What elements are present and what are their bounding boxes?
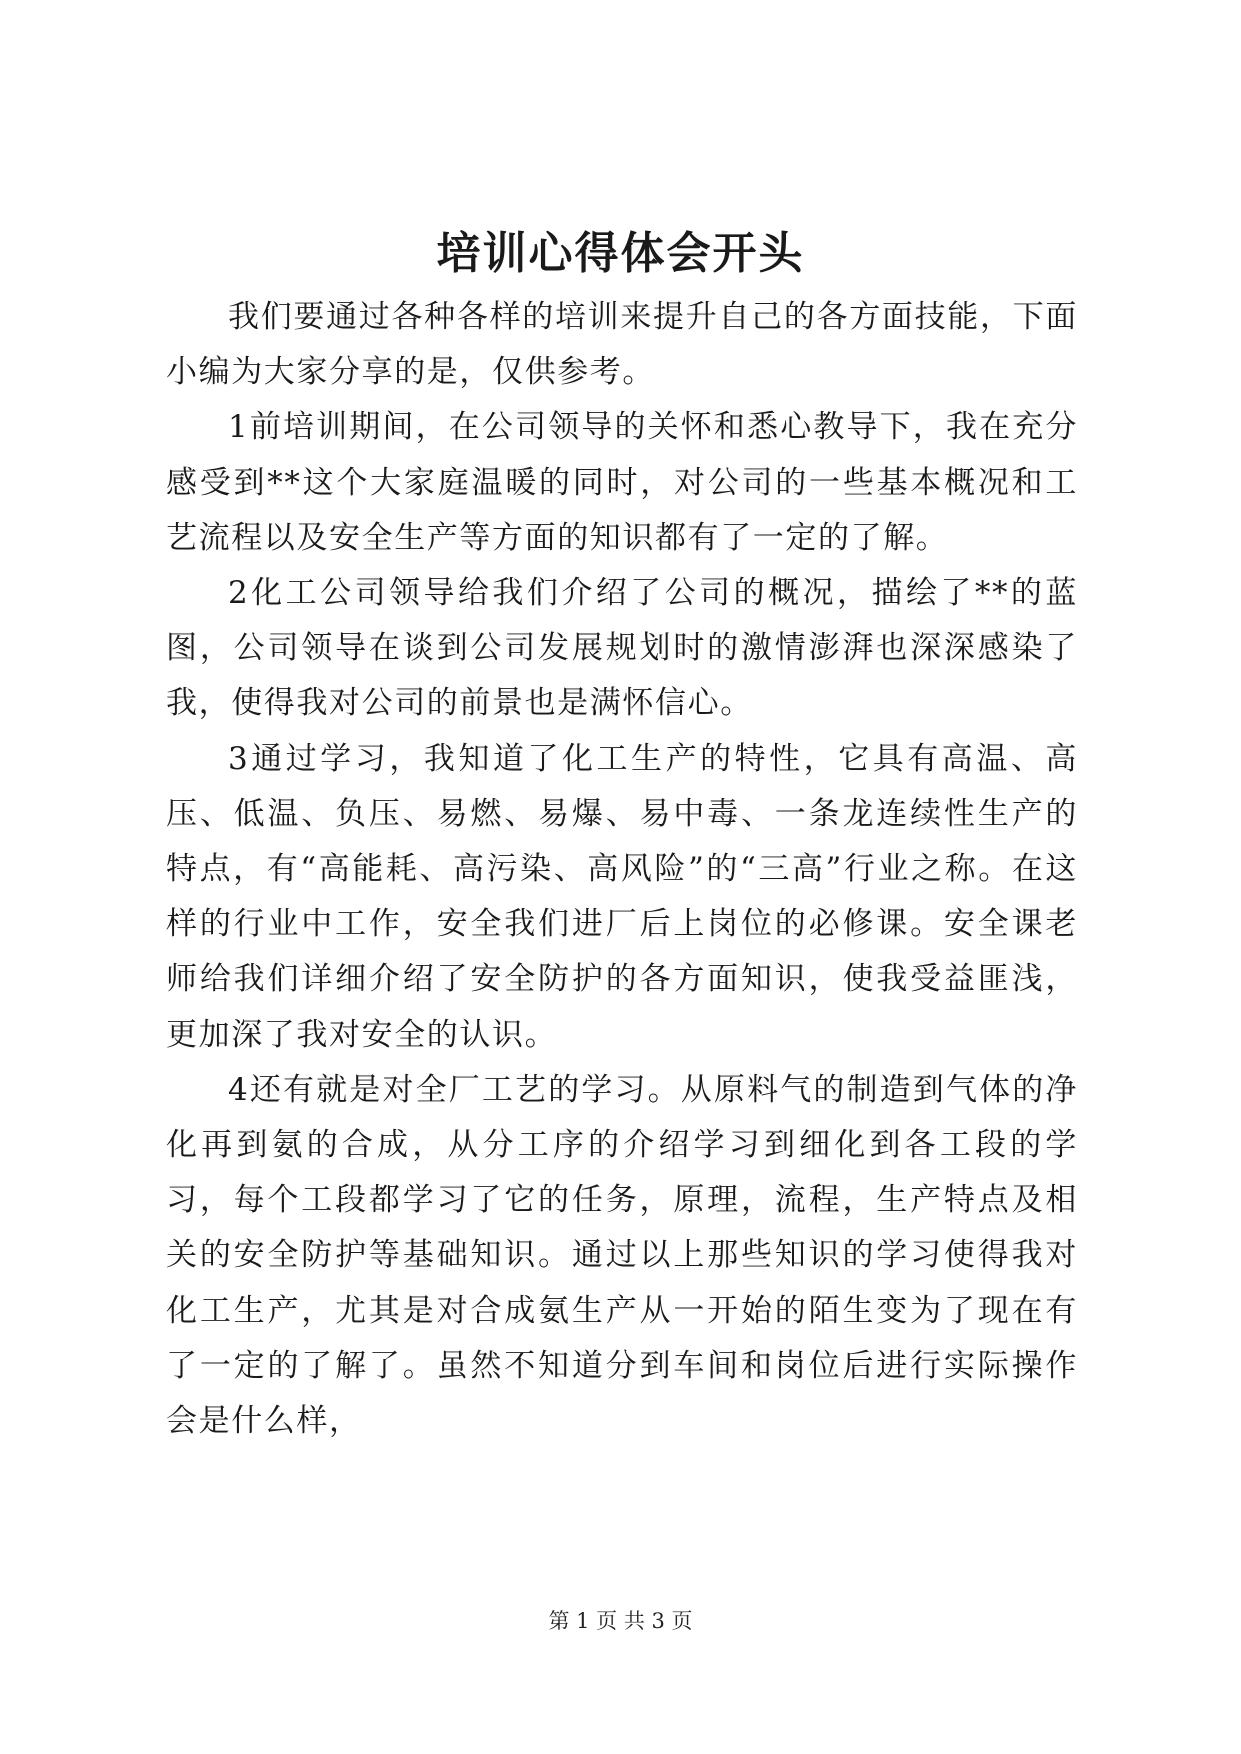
paragraph-2: 2化工公司领导给我们介绍了公司的概况，描绘了**的蓝图，公司领导在谈到公司发展规划时的激情澎湃也深深感染了我，使得我对公司的前景也是满怀信心。 [166, 575, 1078, 722]
paragraph-4: 4还有就是对全厂工艺的学习。从原料气的制造到气体的净化再到氨的合成，从分工序的介绍学习到细化到各工段的学习，每个工段都学习了它的任务，原理，流程，生产特点及相关的安全防护等基础知识。通过以上那些知识的学习使得我对化工生产，尤其是对合成氨生产从一开始的陌生变为了现在有了一定的了解了。虽然不知道分到车间和岗位后进行实际操作会是什么样， [166, 1071, 1078, 1440]
paragraph-1: 1前培训期间，在公司领导的关怀和悉心教导下，我在充分感受到**这个大家庭温暖的同时，对公司的一些基本概况和工艺流程以及安全生产等方面的知识都有了一定的了解。 [166, 409, 1078, 556]
paragraph-intro: 我们要通过各种各样的培训来提升自己的各方面技能，下面小编为大家分享的是，仅供参考。 [166, 299, 1078, 391]
page-footer: 第 1 页 共 3 页 [548, 1609, 693, 1633]
paragraph-3: 3通过学习，我知道了化工生产的特性，它具有高温、高压、低温、负压、易燃、易爆、易中毒、一条龙连续性生产的特点，有“高能耗、高污染、高风险”的“三高”行业之称。在这样的行业中工作，安全我们进厂后上岗位的必修课。安全课老师给我们详细介绍了安全防护的各方面知识，使我受益匪浅，更加深了我对安全的认识。 [166, 740, 1078, 1053]
document-title: 培训心得体会开头 [436, 228, 805, 279]
document-body [166, 290, 1078, 1449]
